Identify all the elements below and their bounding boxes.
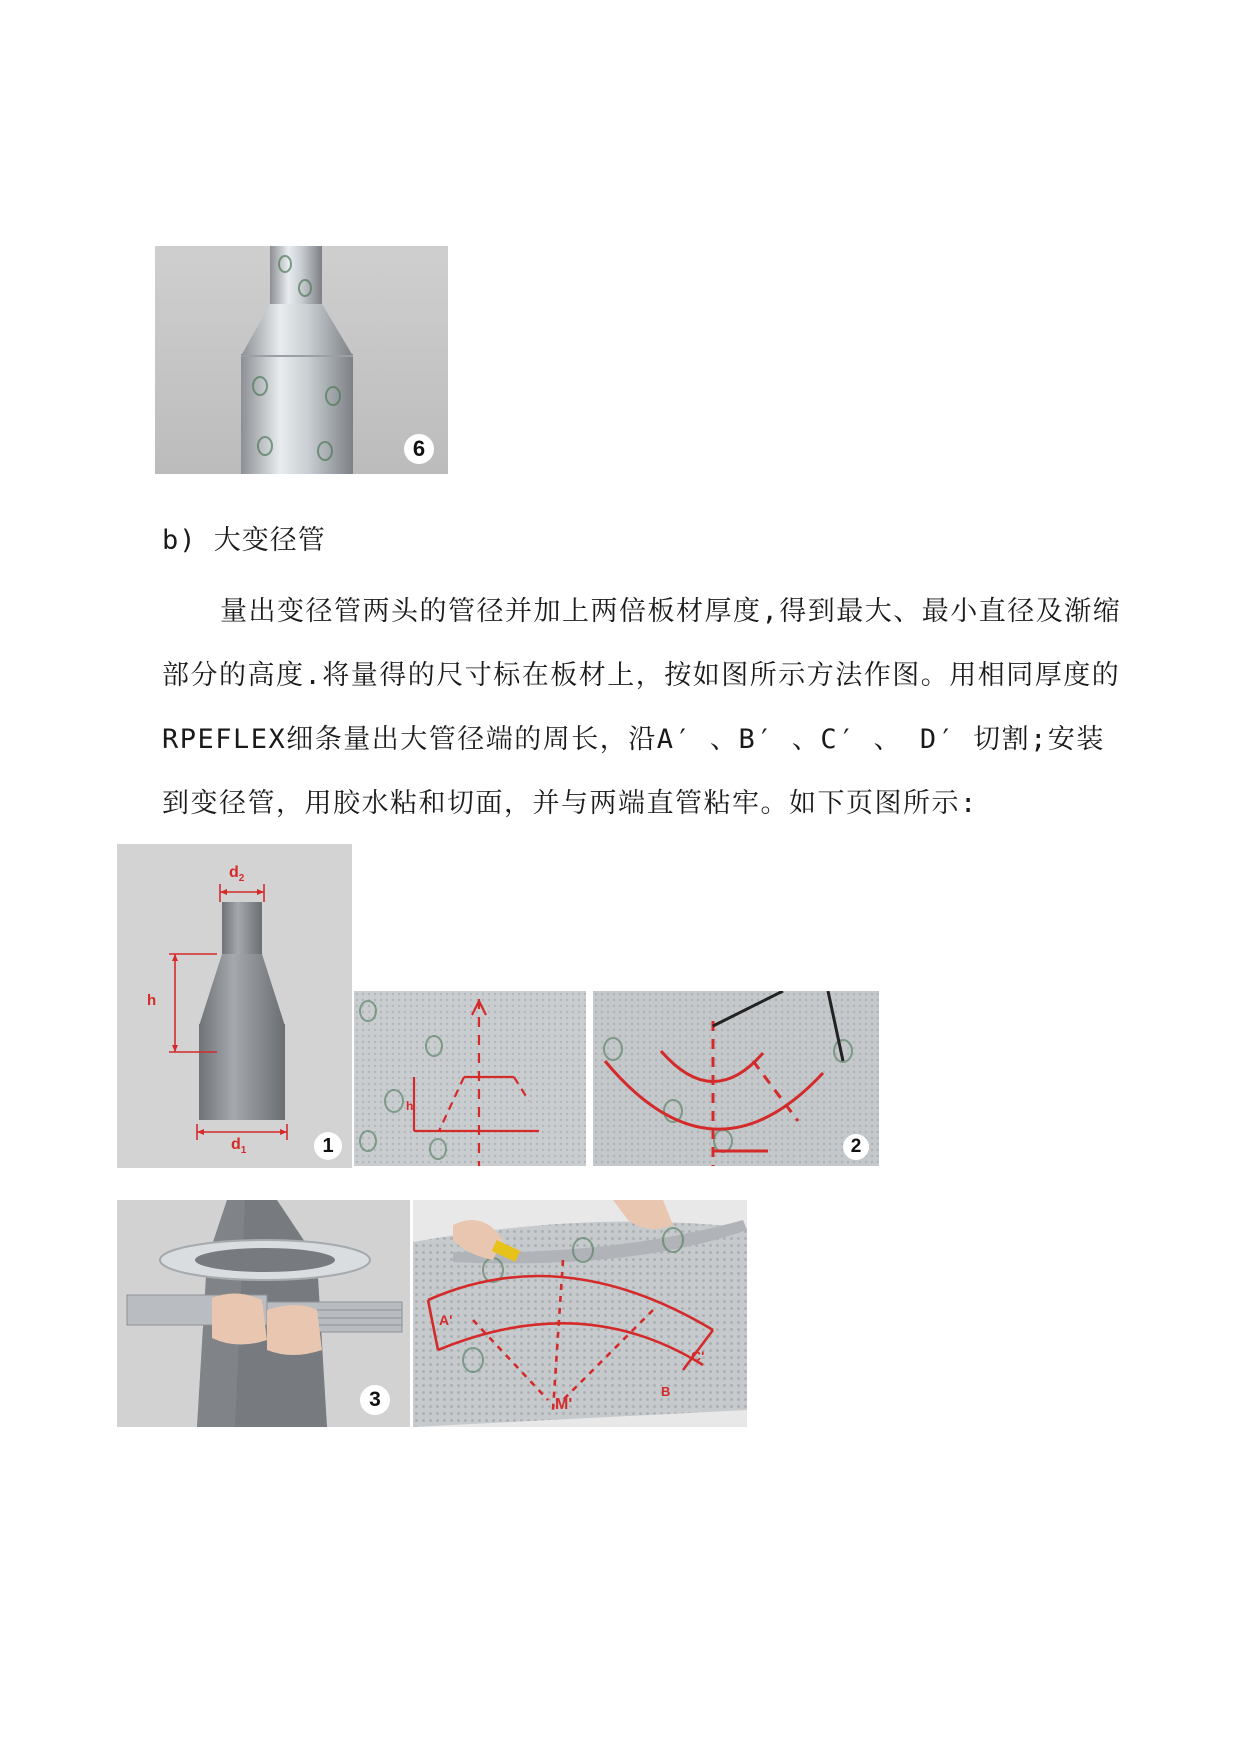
section-paragraph bbox=[162, 580, 1122, 836]
label-c: C' bbox=[691, 1348, 705, 1364]
photo-cutting-sheet bbox=[413, 1200, 747, 1427]
paragraph-text: 量出变径管两头的管径并加上两倍板材厚度,得到最大、最小直径及渐缩部分的高度.将量得的尺寸标在板材上，按如图所示方法作图。用相同厚度的RPEFLEX细条量出大管径端的周长，沿A′ 、B′ 、C′ 、 D′ 切割;安装到变径管，用胶水粘和切面，并与两端直管粘牢。如下页图所示: bbox=[162, 596, 1122, 819]
label-d2-subscript: 2 bbox=[238, 873, 245, 885]
label-d2-letter: d bbox=[229, 864, 239, 881]
badge-number: 3 bbox=[369, 1388, 381, 1411]
figure-badge bbox=[404, 434, 434, 464]
figure-badge bbox=[843, 1134, 869, 1160]
label-m: M' bbox=[555, 1396, 573, 1413]
label-a: A' bbox=[439, 1312, 453, 1328]
badge-number: 1 bbox=[322, 1135, 334, 1157]
label-d1 bbox=[231, 1136, 246, 1156]
badge-number: 6 bbox=[412, 436, 426, 461]
label-d1-subscript: 1 bbox=[240, 1145, 247, 1157]
label-h: h bbox=[147, 992, 157, 1009]
photo-measuring-circumference bbox=[117, 1200, 410, 1427]
section-heading: b) 大变径管 bbox=[162, 525, 326, 556]
badge-number: 2 bbox=[850, 1136, 862, 1157]
figure-badge bbox=[314, 1132, 342, 1160]
label-d1-letter: d bbox=[231, 1136, 241, 1153]
label-d2 bbox=[229, 864, 244, 884]
figure-badge bbox=[360, 1385, 390, 1415]
photo-drawing-arcs bbox=[593, 991, 879, 1166]
photo-insulated-reducer bbox=[155, 246, 448, 474]
photo-sheet-layout bbox=[354, 991, 586, 1166]
diagram-reducer-dimensions bbox=[117, 844, 352, 1168]
label-b: B bbox=[661, 1384, 671, 1399]
label-h-sheet: h bbox=[406, 1099, 414, 1113]
